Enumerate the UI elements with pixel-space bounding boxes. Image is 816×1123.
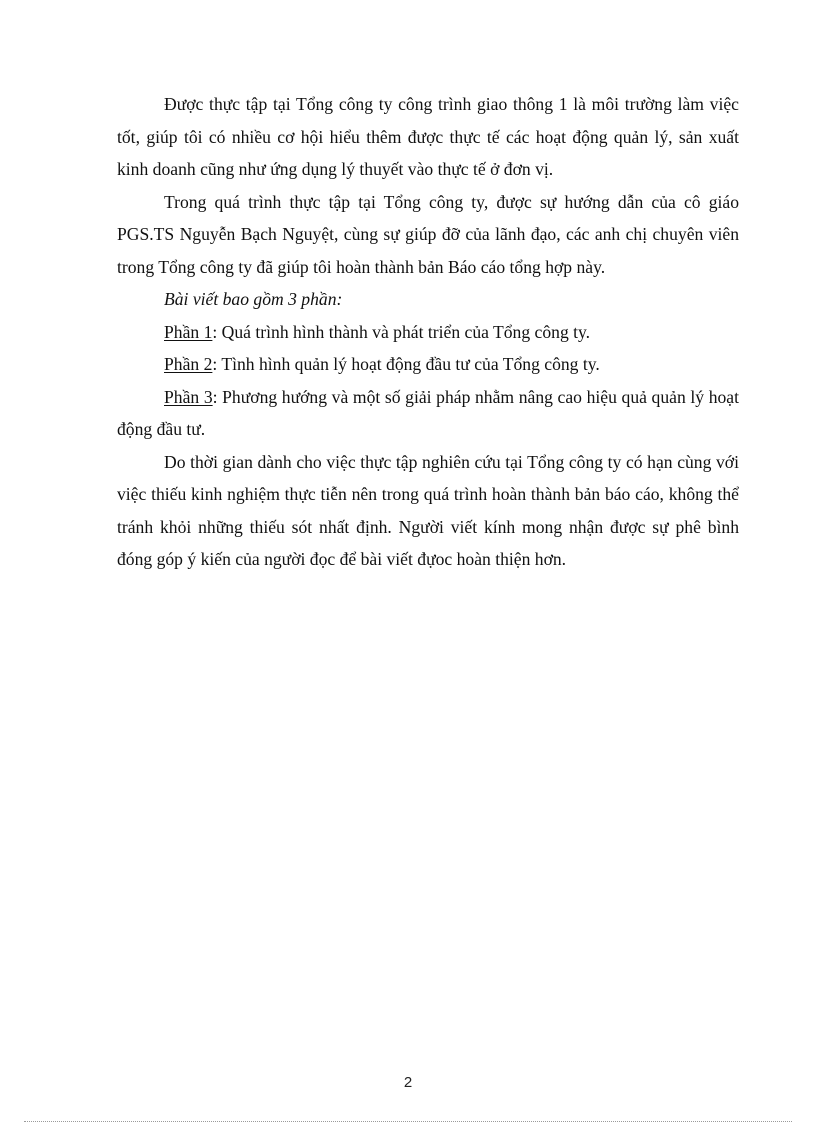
part-3-text: : Phương hướng và một số giải pháp nhằm nâng cao hiệu quả quản lý hoạt động đầu tư. — [117, 386, 739, 439]
part-3-item — [117, 381, 739, 446]
part-1-item — [117, 316, 739, 349]
document-body — [117, 88, 739, 576]
closing-paragraph: Do thời gian dành cho việc thực tập nghiên cứu tại Tổng công ty có hạn cùng với việc thiếu kinh nghiệm thực tiễn nên trong quá trình hoàn thành bản báo cáo, không thể tránh khỏi những thiếu sót nhất định. Người viết kính mong nhận được sự phê bình đóng góp ý kiến của người đọc để bài viết đựoc hoàn thiện hơn. — [117, 451, 739, 569]
part-1-label: Phần 1 — [164, 321, 213, 342]
part-2-label: Phần 2 — [164, 354, 213, 374]
part-2-text: : Tình hình quản lý hoạt động đầu tư của Tổng công ty. — [212, 354, 600, 374]
part-3-label: Phần 3 — [164, 386, 213, 407]
part-1-text: : Quá trình hình thành và phát triển của Tổng công ty. — [212, 321, 591, 342]
structure-intro: Bài viết bao gồm 3 phần: — [164, 289, 343, 309]
acknowledgement-paragraph: Trong quá trình thực tập tại Tổng công ty, được sự hướng dẫn của cô giáo PGS.TS Nguyễn Bạch Nguyệt, cùng sự giúp đỡ của lãnh đạo, các anh chị chuyên viên trong Tổng công ty đã giúp tôi hoàn thành bản Báo cáo tổng hợp này. — [117, 191, 739, 277]
part-2-item — [117, 348, 739, 381]
page-number: 2 — [403, 1074, 413, 1091]
intro-paragraph: Được thực tập tại Tổng công ty công trình giao thông 1 là môi trường làm việc tốt, giúp tôi có nhiều cơ hội hiểu thêm được thực tế các hoạt động quản lý, sản xuất kinh doanh cũng như ứng dụng lý thuyết vào thực tế ở đơn vị. — [117, 94, 739, 179]
footer-divider — [24, 1121, 792, 1122]
